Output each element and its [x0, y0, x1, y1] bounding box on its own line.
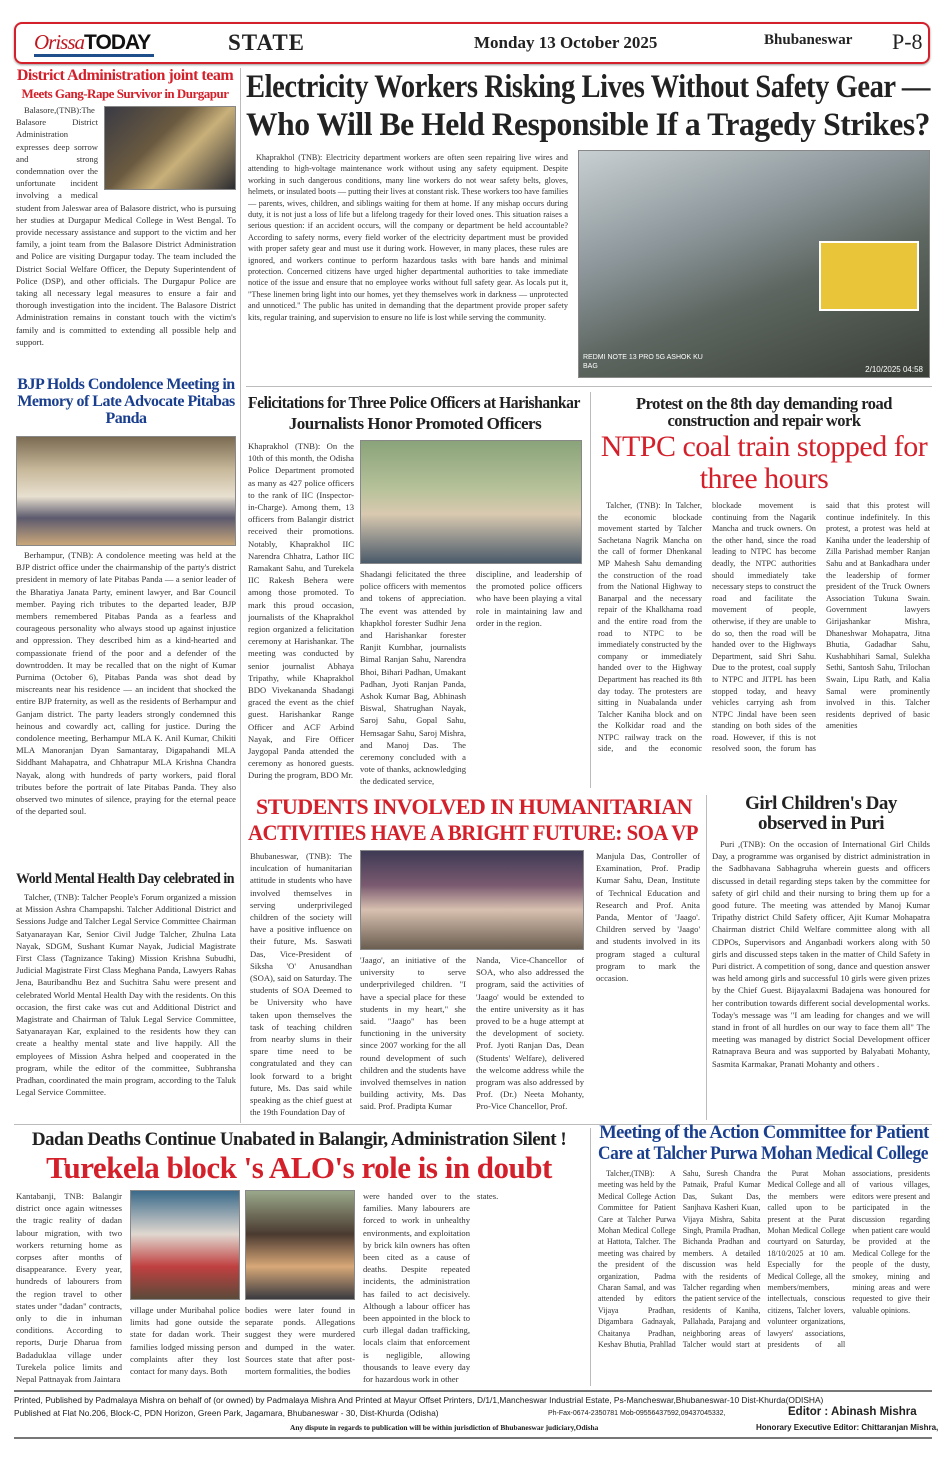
article-felicitation-body: Khaprakhol (TNB): On the 10th of this month, the Odisha Police Department promoted as many as 427 police officers to the rank of IIC (Inspector-in-Charge). Among them, 13 officers from Balangir district received their promotions. Notably, Khaprakhol IIC Narendra Chhatra, Lathor IIC Ramakant Sahu, and Turekela IIC Rakesh Behera were among those promoted. To mark this proud occasion, journalists of the Khaprakhol region organized a felicitation ceremony at Harishankar. The meeting was conducted by senior journalist Abhaya Tripathy, while Khaprakhol BDO Vivekananda Shadangi graced the event as the chief guest. Harishankar Range Officer and ACF Arbind Nayak, and Fire Officer Jaygopal Panda attended the ceremony as honored guests. During the program, BDO Mr.: [248, 441, 354, 781]
article-soa-body: Manjula Das, Controller of Examination, Prof. Pradip Kumar Sahu, Dean, Institute of Technical Education and Research and Prof. Anita Panda, Mentor of 'Jaago'. Children served by 'Jaago' and students involved in its program staged a cultural program to mark the occasion.: [596, 851, 700, 984]
edition-city: Bhubaneswar: [764, 32, 853, 48]
headline-soa-1: [248, 795, 700, 819]
headline-ntpc: NTPC coal train stopped for three hours: [600, 430, 928, 495]
article-dadan-body: Kantabanji, TNB: Balangir district once again witnesses the tragic reality of dadan labour migration, with two workers returning home as corpses after months of disappearance. Every year, hundreds of labourers from the region travel to other states under "dadan" contracts, only to die in inhuman conditions. According to reports, Durje Dharua from Badaduklaa village under Turekela police limits and Nepal Pattnayak from Jaintara: [16, 1191, 122, 1385]
article-dadan-body: bodies were later found in separate ponds. Allegations suggest they were murdered and dumped in the water. Sources state that after post-mortem formalities, the bodies: [245, 1305, 355, 1377]
photo-durgapur-team: [104, 106, 236, 190]
article-text: Talcher, (TNB): In Talcher, the economic blockade movement started by Talcher Sachetana Nagrik Mancha on the call of former Dhenkanal MP Mahesh Sahu demanding the construction of the road from the National Highway to Banarpal and the necessary repair of the Khalkhama road and the entire road from the road to NTPC to be immediately constructed by the company or immediately handed over to the Highway Department has reached its 8th day today. The protesters are sitting in Nuabalanda under Talcher Kaniha block and on the Kolkidar road and the NTPC railway track on the side, and the economic blockade movement is continuing from the Nagarik Mancha and truck owners. On the other hand, since the road leading to NTPC has become deadly, the NTPC authorities should immediately take necessary steps to construct the road and facilitate the movement of people, otherwise, if they are unable to do so, then the road will be handed over to the Highways Department, said Shri Sahu. Due to the protest, coal supply to NTPC and JITPL has been stopped today, and heavy vehicles carrying ash from NTPC Jindal have been seen standing on both sides of the road. However, if this is not resolved soon, the forum has said that this protest will continue indefinitely. In this protest, a protest was held at Kaniha under the leadership of Zilla Parishad member Ranjan Sahu and at Bankadhara under the leadership of former president of the Truck Owners Association Tukuna Swain. Government lawyers Girijashankar Mishra, Dhaneshwar Mohapatra, Jitna Bhutia, Gadadhar Sahu, Kushabhihari Samal, Sulekha Sethi, Santosh Sahu, Trilochan Swain, Lipu Rath, and Kalia Samal were prominently involved in this. Talcher residents deprived of basic amenities: [598, 501, 930, 754]
headline-text: ACTIVITIES HAVE A BRIGHT FUTURE: SOA VP: [248, 820, 698, 845]
article-dadan-body: states.: [477, 1191, 499, 1201]
headline-durgapur-2: [14, 87, 236, 102]
column-divider: [240, 68, 241, 1123]
headline-mental-health: [16, 872, 236, 889]
headline-felicitation-2: [248, 415, 582, 434]
headline-text: District Administration joint team: [16, 67, 234, 84]
footer-rule: [14, 1437, 932, 1439]
article-text: Berhampur, (TNB): A condolence meeting was held at the BJP district office under the chairmanship of the party's district president in memory of late Pitabas Panda — a senior leader of the Bharatiya Janata Party, eminent lawyer, and Bar Council member. Paying rich tributes to the departed leader, BJP members remembered Pitabas Panda as a fearless and courageous personality who always stood up against injustice and oppression. They described him as a kind-hearted and compassionate friend of the poor and a defender of the downtrodden. It may be recalled that on the night of Kumar Purnima (October 6), Pitabas Panda was shot dead by miscreants near his residence — an incident that shocked the entire BJP fraternity, as well as the residents of Berhampur and Ganjam district. The party leaders strongly condemned this heinous and cowardly act, calling for justice. During the condolence meeting, Berhampur MLA K. Anil Kumar, Chikiti MLA Manoranjan Dyan Samantaray, Digapahandi MLA Siddhant Mahapatra, and Chhatrapur MLA Krishna Chandra Nayak, along with hundreds of party workers, paid floral tributes before the portrait of late Pitabas Panda. They also observed two minutes of silence, praying for the eternal peace of the departed soul.: [16, 550, 236, 817]
photo-soa-event: [360, 850, 584, 950]
article-mental-health-body: [16, 891, 236, 1121]
headline-text: Journalists Honor Promoted Officers: [288, 414, 542, 433]
logo: OrissaTODAY: [34, 30, 154, 57]
article-electricity-body: [248, 152, 568, 380]
page-number: P-8: [892, 29, 923, 54]
imprint-line-1: [14, 1395, 932, 1406]
headline-text: Care at Talcher Purwa Mohan Medical College: [598, 1144, 928, 1164]
executive-editor-credit: Honorary Executive Editor: Chittaranjan Mishra,: [756, 1423, 939, 1432]
photo-timestamp: 2/10/2025 04:58: [865, 365, 923, 374]
article-text: Talcher,(TNB): A meeting was held by the Medical College Action Committee for Patient Care at Talcher Purwa Mohan Medical College at Hattota, Talcher. The meeting was chaired by the president of the organization, Padma Charan Samal, and was attended by editors Vijaya Pradhan, Digambara Gadnayak, Chaitanya Pradhan, Keshav Bhutia, Prahllad Sahu, Suresh Chandra Patnaik, Praful Kumar Das, Sukant Das, Sanjhava Kasheri Kuan, Vijaya Mishra, Sabita Singh, Pramila Pradhan, Bichanda Pradhan and members. A detailed discussion was held with the residents of Talcher regarding when the patient service of the residents of Kaniha, Pallahada, Parajang and neighboring areas of Talcher would start at the Purat Mohan Medical College and all the members were called upon to be present at the Purat Mohan Medical College courtyard on Saturday, 18/10/2025 at 10 am. Especially for the Medical College, all the members/members, intellectuals, conscious citizens, Talcher lovers, volunteer organizations, lawyers' associations, presidents of all associations, presidents of various villages, editors were present and participated in the discussion regarding when patient care would be provided at the Medical College for the people of the dusty, smokey, mining and mining areas and were requested to give their valuable opinions.: [598, 1169, 930, 1350]
article-durgapur-body: [16, 104, 236, 372]
photo-felicitation: [360, 440, 582, 564]
photo-dadan-victim-2: [245, 1190, 355, 1300]
contact-numbers: Ph-Fax-0674-2350781 Mob-09556437592,09437045332,: [548, 1410, 726, 1417]
article-meeting-body: [598, 1168, 930, 1386]
headline-bjp: BJP Holds Condolence Meeting in Memory of Late Advocate Pitabas Panda: [17, 376, 235, 427]
headline-text: World Mental Health Day celebrated in: [16, 871, 234, 887]
article-girl-children-body: [712, 838, 930, 1120]
headline-text: STUDENTS INVOLVED IN HUMANITARIAN: [256, 794, 692, 819]
imprint-text: Printed, Published by Padmalaya Mishra on behalf of (or owned) by Padmalaya Mishra And Printed at Mayur Offset Printers, D/1/1,Mancheswar Industrial Estate, Ps-Mancheswar,Bhubaneswar-10 Dist-Khurda(ODISHA): [14, 1395, 824, 1405]
article-felicitation-body: discipline, and leadership of the promoted police officers who have been playing a vital role in maintaining law and order in the region.: [476, 569, 582, 628]
kicker-dadan: [16, 1130, 582, 1151]
editor-credit: Editor : Abinash Mishra: [788, 1406, 917, 1418]
article-soa-body: Nanda, Vice-Chancellor of SOA, who also addressed the program, said the activities of 'Jaago' would be extended to the entire university as it has proved to be a huge attempt at the development of society. Prof. Jyoti Ranjan Das, Dean (Students' Welfare), delivered the welcome address while the program was also addressed by Prof. (Dr.) Neeta Mohanty, Pro-Vice Chancellor, Prof.: [476, 955, 584, 1112]
article-felicitation-body: Shadangi felicitated the three police officers with mementos and tokens of appreciation. The event was attended by khapkhol forester Sudhir Jena and Harishankar forester Ranjit Kumbhar, journalists Bimal Ranjan Sahu, Narendra Bhoi, Bihari Padhan, Umakant Padhan, Jyoti Ranjan Panda, Ashok Kumar Bag, Abhinash Biswal, Shatrughan Nayak, Saroj Sahu, Gopal Sahu, Hemsagar Sahu, Saroj Mishra, and Manoj Das. The ceremony concluded with a vote of thanks, acknowledging the dedicated service,: [360, 569, 466, 787]
article-text: Puri ,(TNB): On the occasion of International Girl Childs Day, a programme was organised by district administration in the Sadbhavana Sabhagruha wherein guests and officers discussed in detail regarding steps taken by the committee for safety of girl child and their nursing to bring them up for a good future. The meeting was attended by Manoj Kumar Tripathy district Child Safety officer, Ajit Kumar Mohapatra Chairman district Child Welfare committee along with all CDPOs, Supervisors and Anganbadi workers along with 50 girls and discussed steps taken in the matter of Child Safety in Puri district. A competition of song, dance and question answer was held among girls and successful 10 girls were given prizes by the Chief Guest. Bijayalaxmi Badajena was honoured for her contribution towards different social developmental works. Today's message was "I am leading for changes and we will stand in front of all hurdles on our way to face them all" The meeting was managed by district Social Development officer Ratnaprava Beura and was supported by Balyabati Mohanty, Sasmita Karmakar, Pranati Mohanty and others .: [712, 839, 930, 1069]
headline-soa-2: [248, 821, 700, 845]
headline-meeting-1: [598, 1124, 930, 1144]
photo-electricity-workers: [578, 150, 930, 378]
headline-text: Meeting of the Action Committee for Patient: [599, 1123, 929, 1143]
article-bjp-body: [16, 549, 236, 868]
jurisdiction-notice: Any dispute in regards to publication will be within jurisdiction of Bhubaneswar judiciary,Odisha: [290, 1423, 599, 1432]
article-ntpc-body: [598, 500, 930, 788]
headline-electricity-2: [246, 108, 932, 144]
article-text: Khaprakhol (TNB): Electricity department workers are often seen repairing live wires and attending to high-voltage maintenance work without using any safety equipment. Despite working in such dangerous conditions, many line workers do not wear safety belts, gloves, helmets, or insulated boots — putting their lives at constant risk. These workers too have families — parents, wives, children, and siblings waiting for them at home. If any mishap occurs during duty, it is not just a loss of life but a lifelong tragedy for their loved ones. This situation raises a serious question: if an accident occurs, will the company or department be held accountable? According to safety norms, every field worker of the electricity department must be provided with proper safety gear and must use it during work. However, in many places, these rules are ignored, and workers continue to perform hazardous tasks with bare hands and minimal protection. Concerned citizens have urged higher departmental authorities to take immediate notice of the issue and ensure that no employee works without full safety gear. As locals put it, "These linemen bring light into our homes, yet they themselves work in darkness — unprotected and unnoticed." The public has united in demanding that the department provide proper safety kits, regular training, and supervision to ensure no life is lost while serving the community.: [248, 153, 568, 322]
section-title: STATE: [228, 30, 306, 55]
headline-text: Dadan Deaths Continue Unabated in Balangir, Administration Silent !: [31, 1129, 567, 1150]
article-text: Talcher, (TNB): Talcher People's Forum organized a mission at Mission Ashra Champapshi. Talcher Additional District and Sessions Judge and Talcher Legal Service Committee Chairman Satyanarayan Kar, Senior Civil Judge Talcher, Zhulna Lata Nayak, SDGM, Sushant Kumar Nayak, Judicial Magistrate First Class (Tagnizance Taking) Mission Krishna Subudhi, Judicial Magistrate First Class Meghana Panda, Lawyers Rahas Jena, Bauribandhu Bez and Suchitra Sahu were present and celebrated World Mental Health Day with the residents. On this occasion, the first cake was cut and Additional District and Magistrate and Chairman of Taluk Legal Service Committee, Satyanarayan Kar, explained to the residents how they can create a healthy mental state and live happily. All the employees of Mission Ashra helped and cooperated in the program, while the editor of the committee, Subhransha Pradhan, coordinated the main program, according to the Taluk Legal Service Committee.: [16, 892, 236, 1098]
article-dadan-body: village under Muribahal police limits had gone outside the state for dadan work. Their families lodged missing person complaints after they lost contact for many days. Both: [130, 1305, 240, 1377]
headline-text: Meets Gang-Rape Survivor in Durgapur: [21, 86, 229, 101]
headline-electricity-1: [246, 70, 932, 106]
divider: [246, 386, 932, 387]
article-text: Balasore,(TNB):The Balasore District Administration expresses deep sorrow and strong condemnation over the unfortunate incident involving a medical student from Jaleswar area of Balasore district, who is pursuing her studies at Durgapur Medical College in West Bengal. To provide necessary assistance and support to the victim and her family, a joint team from the Balasore District Administration and Police are visiting Durgapur today. The team included the District Social Welfare Officer, the Deputy Superintendent of Police (DSP), and other officials. The Durgapur Police are taking all necessary legal measures to ensure a fair and thorough investigation into the incident. The Balasore District Administration remains in constant touch with the victim's family and is committed to extending all possible help and support.: [16, 105, 236, 347]
headline-text: Who Will Be Held Responsible If a Tragedy Strikes?: [246, 107, 930, 143]
headline-meeting-2: [598, 1145, 930, 1165]
signboard: [819, 241, 919, 311]
imprint-line-2: Published at Flat No.206, Block-C, PDN Horizon, Green Park, Jagamara, Bhubaneswar - 30, Dist-Khurda (Odisha): [14, 1408, 439, 1418]
column-divider: [590, 392, 591, 788]
photo-watermark: REDMI NOTE 13 PRO 5G ASHOK KU BAG: [583, 354, 703, 370]
column-divider: [706, 795, 707, 1120]
issue-date: Monday 13 October 2025: [474, 33, 658, 52]
headline-dadan: [16, 1152, 582, 1186]
photo-bjp-meeting: [16, 436, 236, 546]
headline-text: Turekela block 's ALO's role is in doubt: [46, 1150, 552, 1185]
footer-rule: [14, 1390, 932, 1392]
column-divider: [590, 1128, 591, 1386]
headline-felicitation-1: [248, 394, 582, 413]
photo-dadan-victim-1: [130, 1190, 240, 1300]
article-soa-body: 'Jaago', an initiative of the university to serve underprivileged children. "I have a special place for these students in my heart," she said. "Jaago" has been functioning in the university since 2007 working for the all round development of such children and the students have involved themselves in nation building activity, Ms. Das said. Prof. Pradipta Kumar: [360, 955, 466, 1112]
headline-text: Electricity Workers Risking Lives Without Safety Gear —: [246, 69, 930, 105]
article-soa-body: Bhubaneswar, (TNB): The inculcation of humanitarian attitude in students who have involved themselves in serving underprivileged children of the society will have a positive influence on their future, Ms. Saswati Das, Vice-President of Siksha 'O' Anusandhan (SOA), said on Saturday. The students of SOA Deemed to be University who have taken upon themselves the task of teaching children from nearby slums in their spare time need to be congratulated and they can look forward to a bright future, Ms. Das said while speaking as the chief guest at the 19th Foundation Day of: [250, 851, 352, 1118]
headline-girl-children: Girl Children's Day observed in Puri: [745, 793, 897, 834]
kicker-ntpc: Protest on the 8th day demanding road construction and repair work: [636, 394, 892, 431]
headline-durgapur-1: [14, 68, 236, 86]
headline-text: Felicitations for Three Police Officers at Harishankar: [248, 393, 580, 412]
article-dadan-body: were handed over to the families. Many labourers are forced to work in unhealthy environments, and exploitation by brick kiln owners has often been cited as a cause of deaths. Despite repeated incidents, the administration has failed to act decisively. Although a labour officer has been appointed in the block to curb illegal dadan trafficking, locals claim that enforcement is negligible, allowing thousands to leave every day for hazardous work in other: [363, 1191, 470, 1385]
masthead: [14, 22, 930, 64]
